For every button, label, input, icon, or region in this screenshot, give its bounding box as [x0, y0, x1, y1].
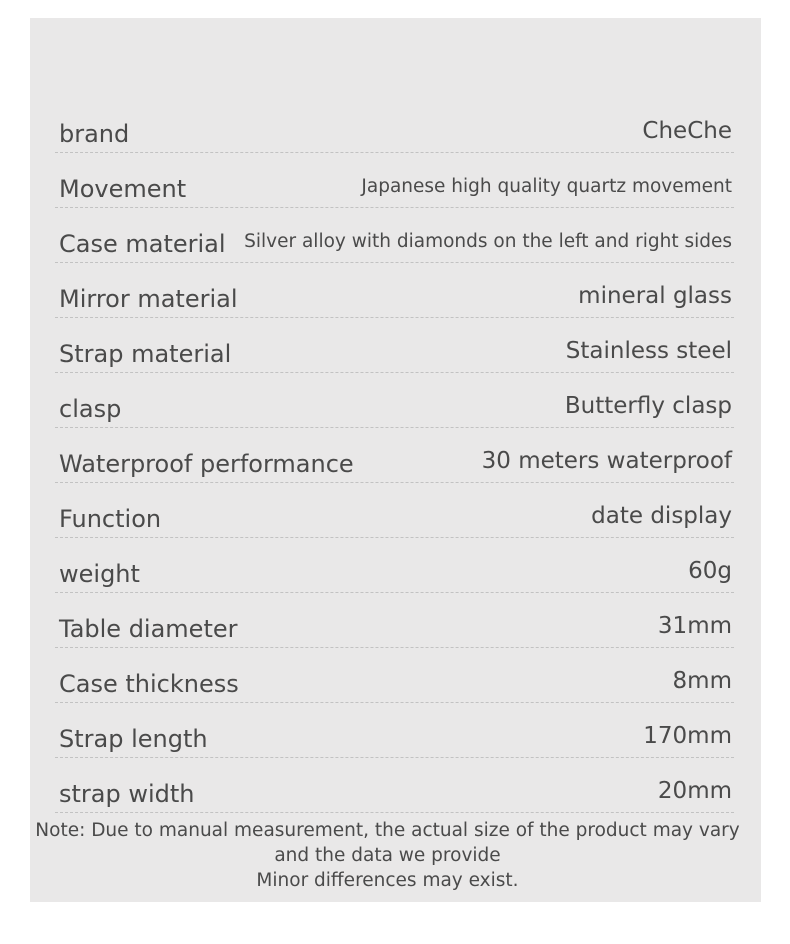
note-line: and the data we provide — [274, 845, 501, 866]
spec-label: Case thickness — [59, 670, 239, 698]
spec-value: 20mm — [657, 778, 732, 804]
note-line: Note: Due to manual measurement, the actual size of the product may vary — [35, 820, 740, 841]
spec-label: Function — [59, 505, 162, 533]
spec-value: mineral glass — [578, 283, 732, 309]
measurement-note — [30, 818, 745, 893]
spec-label: brand — [59, 120, 130, 148]
spec-table — [55, 98, 734, 813]
spec-row-case-thickness — [55, 648, 734, 703]
spec-row-strap-length — [55, 703, 734, 758]
spec-value: Butterfly clasp — [564, 393, 732, 419]
spec-row-brand — [55, 98, 734, 153]
spec-row-clasp — [55, 373, 734, 428]
spec-row-weight — [55, 538, 734, 593]
spec-label: Mirror material — [59, 285, 238, 313]
spec-value: date display — [591, 503, 732, 529]
spec-label: Movement — [59, 175, 187, 203]
spec-row-case-material — [55, 208, 734, 263]
spec-row-movement — [55, 153, 734, 208]
spec-label: Case material — [59, 230, 226, 258]
spec-label: Strap length — [59, 725, 208, 753]
spec-row-strap-width — [55, 758, 734, 813]
note-line: Minor differences may exist. — [256, 870, 519, 891]
spec-value: CheChe — [642, 118, 732, 144]
spec-label: clasp — [59, 395, 122, 423]
spec-value: 8mm — [672, 668, 732, 694]
spec-panel — [30, 18, 761, 902]
spec-label: Waterproof performance — [59, 450, 354, 478]
spec-row-function — [55, 483, 734, 538]
spec-label: Strap material — [59, 340, 232, 368]
spec-label: weight — [59, 560, 140, 588]
spec-value: Silver alloy with diamonds on the left and right sides — [244, 231, 732, 252]
spec-label: strap width — [59, 780, 195, 808]
spec-value: Japanese high quality quartz movement — [361, 176, 732, 197]
spec-row-mirror-material — [55, 263, 734, 318]
spec-value: 31mm — [657, 613, 732, 639]
spec-row-waterproof — [55, 428, 734, 483]
spec-label: Table diameter — [59, 615, 238, 643]
spec-row-strap-material — [55, 318, 734, 373]
spec-row-table-diameter — [55, 593, 734, 648]
spec-value: Stainless steel — [565, 338, 732, 364]
spec-value: 170mm — [643, 723, 732, 749]
spec-value: 60g — [688, 558, 732, 584]
spec-value: 30 meters waterproof — [481, 448, 732, 474]
